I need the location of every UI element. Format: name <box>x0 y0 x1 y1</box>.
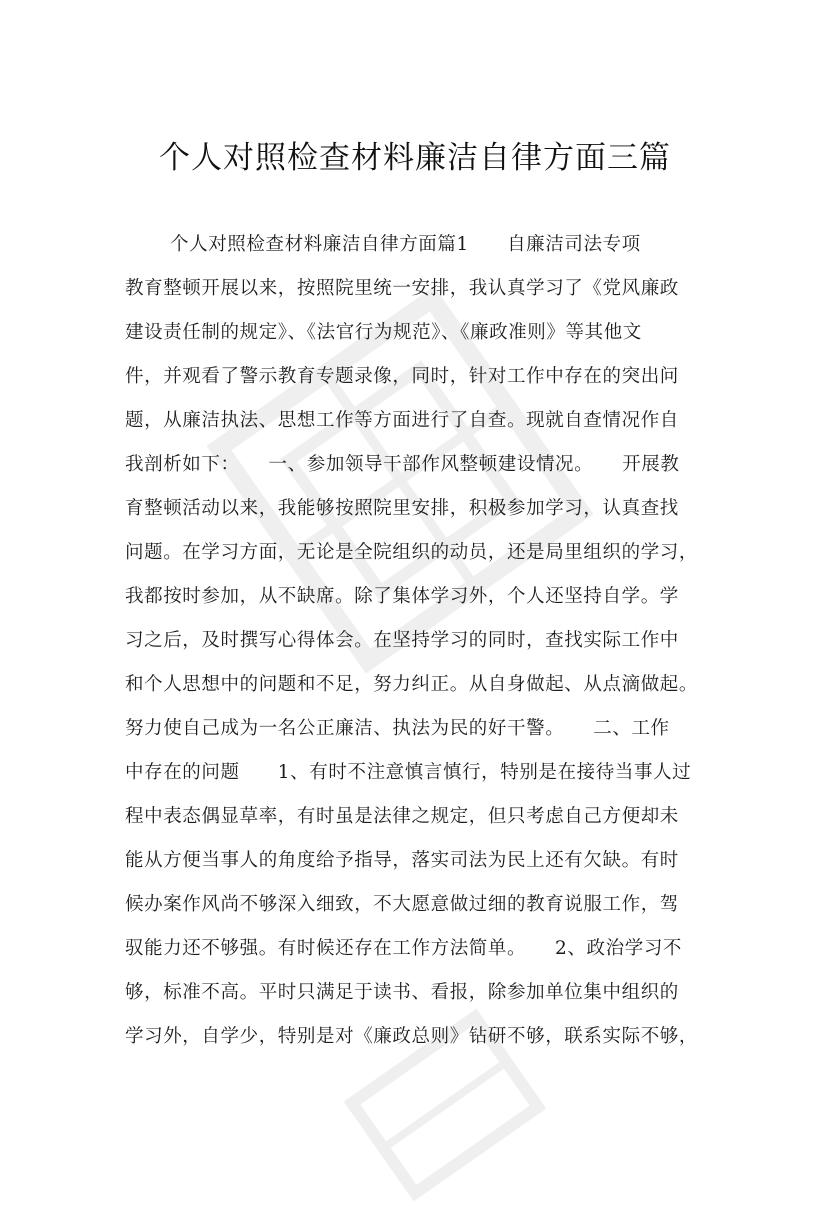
body-line: 题，从廉洁执法、思想工作等方面进行了自查。现就自查情况作自 <box>125 410 679 431</box>
body-line: 建设责任制的规定》、《法官行为规范》、《廉政准则》等其他文 <box>125 322 642 343</box>
body-line: 我都按时参加，从不缺席。除了集体学习外，个人还坚持自学。学 <box>125 586 679 607</box>
body-line: 努力使自己成为一名公正廉洁、执法为民的好干警。 二、工作 <box>125 718 670 739</box>
body-line: 候办案作风尚不够深入细致，不大愿意做过细的教育说服工作，驾 <box>125 894 679 915</box>
body-line: 件，并观看了警示教育专题录像，同时，针对工作中存在的突出问 <box>125 366 679 387</box>
page-title: 个人对照检查材料廉洁自律方面三篇 <box>159 140 671 176</box>
body-line: 和个人思想中的问题和不足，努力纠正。从自身做起、从点滴做起。 <box>125 674 699 695</box>
body-line: 个人对照检查材料廉洁自律方面篇1 自廉洁司法专项 <box>170 234 641 255</box>
body-line: 程中表态偶显草率，有时虽是法律之规定，但只考虑自己方便却未 <box>125 806 679 827</box>
body-line: 够，标准不高。平时只满足于读书、看报，除参加单位集中组织的 <box>125 982 679 1003</box>
body-line: 习之后，及时撰写心得体会。在坚持学习的同时，查找实际工作中 <box>125 630 679 651</box>
body-line: 驭能力还不够强。有时候还存在工作方法简单。 2、政治学习不 <box>125 938 683 959</box>
body-line: 中存在的问题 1、有时不注意慎言慎行，特别是在接待当事人过 <box>125 762 692 783</box>
body-line: 学习外，自学少，特别是对《廉政总则》钻研不够，联系实际不够， <box>125 1026 699 1047</box>
body-line: 能从方便当事人的角度给予指导，落实司法为民上还有欠缺。有时 <box>125 850 679 871</box>
body-line: 教育整顿开展以来，按照院里统一安排，我认真学习了《党风廉政 <box>125 278 679 299</box>
body-line: 问题。在学习方面，无论是全院组织的动员，还是局里组织的学习， <box>125 542 699 563</box>
body-line: 我剖析如下： 一、参加领导干部作风整顿建设情况。 开展教 <box>125 454 680 475</box>
body-line: 育整顿活动以来，我能够按照院里安排，积极参加学习，认真查找 <box>125 498 679 519</box>
